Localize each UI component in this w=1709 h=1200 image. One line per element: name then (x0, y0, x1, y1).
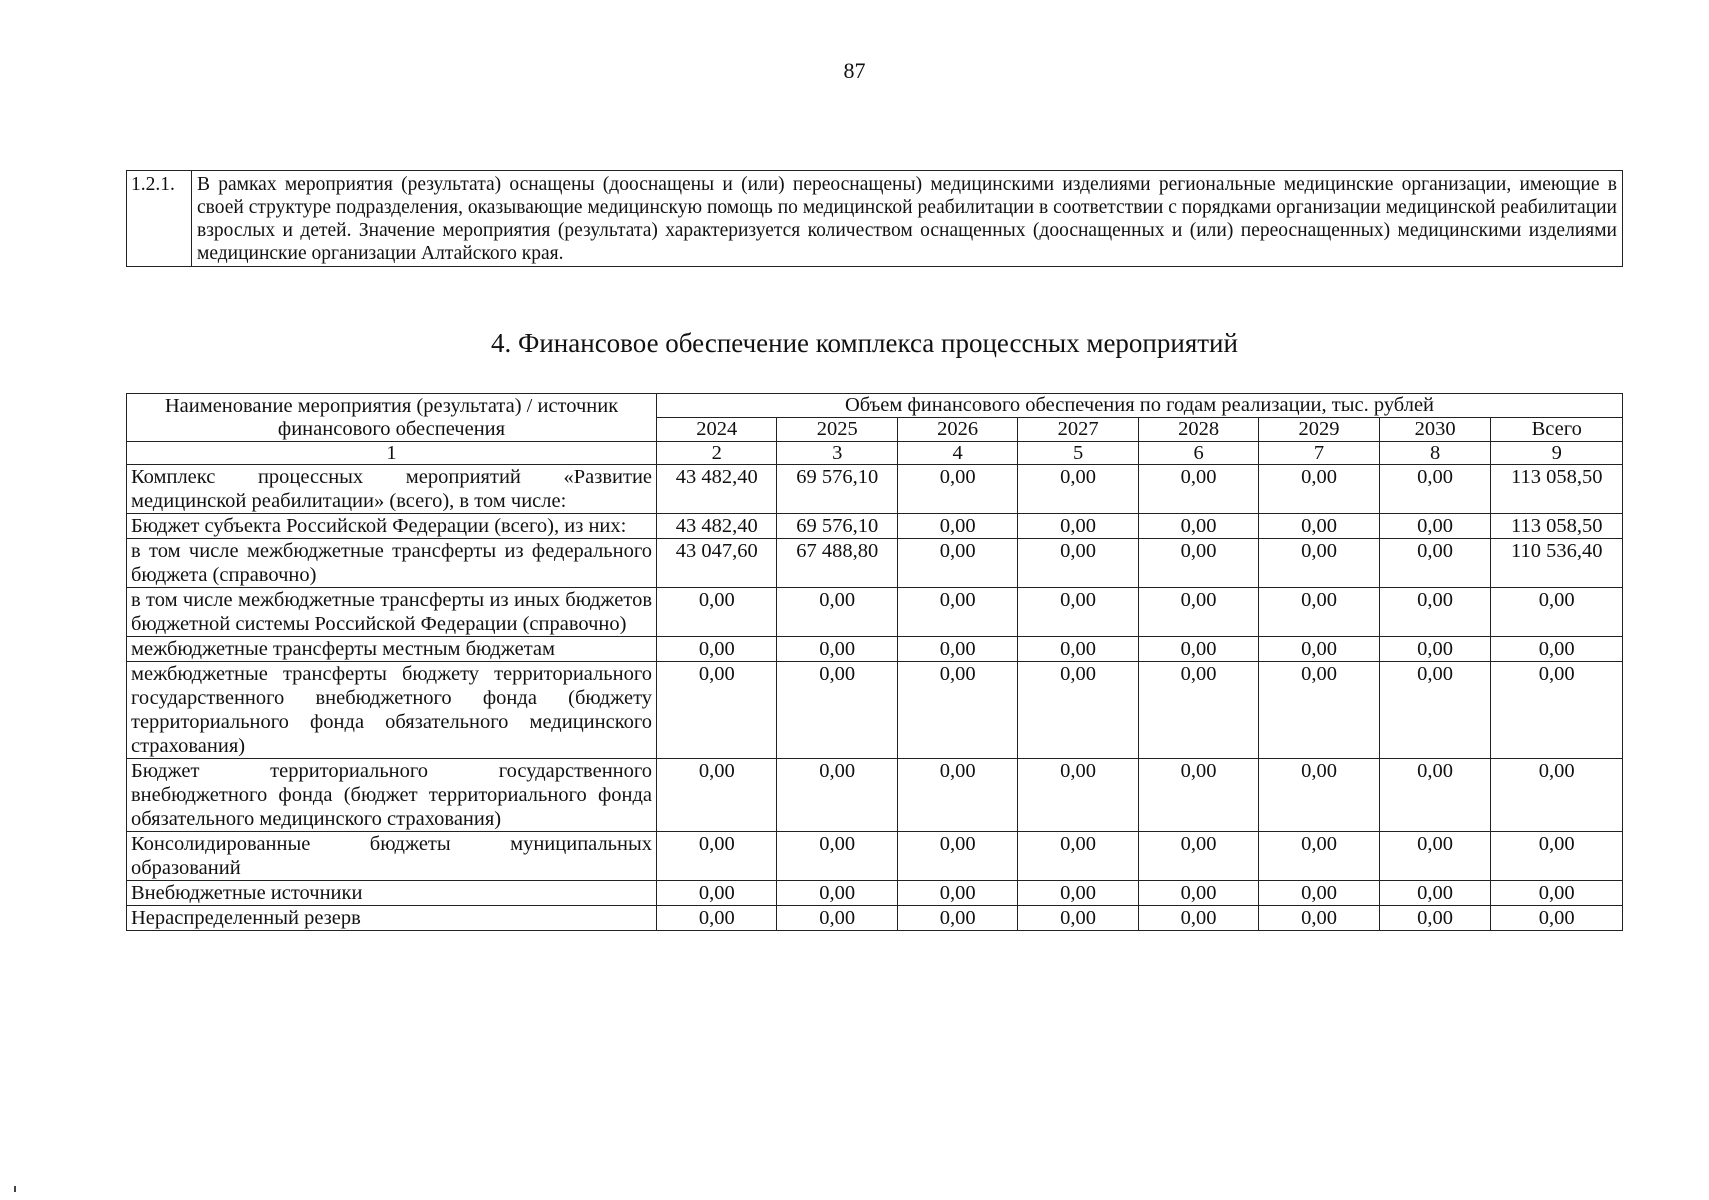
column-number: 1 (127, 442, 657, 465)
year-header: 2030 (1379, 418, 1491, 442)
row-name: межбюджетные трансферты местным бюджетам (127, 637, 657, 662)
row-value: 0,00 (1138, 539, 1258, 588)
table-row (127, 539, 1623, 588)
column-number: 7 (1259, 442, 1379, 465)
section-title: 4. Финансовое обеспечение комплекса процессных мероприятий (491, 328, 1238, 358)
row-value: 0,00 (657, 906, 777, 931)
row-value: 0,00 (1379, 539, 1491, 588)
row-value: 0,00 (777, 759, 897, 832)
row-value: 0,00 (1018, 637, 1138, 662)
row-value: 0,00 (1138, 662, 1258, 759)
row-value: 0,00 (1018, 662, 1138, 759)
row-value: 110 536,40 (1491, 539, 1623, 588)
row-value: 0,00 (1018, 881, 1138, 906)
row-value: 0,00 (897, 832, 1017, 881)
row-value: 43 482,40 (657, 514, 777, 539)
year-header: 2026 (897, 418, 1017, 442)
row-value: 0,00 (1491, 832, 1623, 881)
result-number: 1.2.1. (127, 171, 192, 267)
header-volume: Объем финансового обеспечения по годам реализации, тыс. рублей (657, 394, 1623, 418)
row-value: 69 576,10 (777, 514, 897, 539)
row-value: 0,00 (1491, 588, 1623, 637)
financing-table (126, 393, 1623, 931)
row-value: 0,00 (1259, 906, 1379, 931)
row-value: 0,00 (657, 832, 777, 881)
row-value: 0,00 (1018, 539, 1138, 588)
table-row (127, 759, 1623, 832)
row-value: 113 058,50 (1491, 514, 1623, 539)
column-numbers-row (127, 442, 1623, 465)
table-row (127, 465, 1623, 514)
margin-mark (14, 1186, 16, 1192)
row-value: 0,00 (1379, 465, 1491, 514)
header-name: Наименование мероприятия (результата) / источник финансового обеспечения (127, 394, 657, 442)
column-number: 5 (1018, 442, 1138, 465)
row-value: 0,00 (1379, 588, 1491, 637)
row-value: 0,00 (1379, 881, 1491, 906)
row-value: 0,00 (897, 465, 1017, 514)
row-value: 0,00 (1259, 514, 1379, 539)
row-name: Внебюджетные источники (127, 881, 657, 906)
result-description-table (126, 170, 1623, 267)
row-value: 0,00 (897, 759, 1017, 832)
row-value: 0,00 (1491, 881, 1623, 906)
row-value: 0,00 (777, 662, 897, 759)
row-value: 0,00 (657, 637, 777, 662)
row-value: 0,00 (777, 906, 897, 931)
row-name: Консолидированные бюджеты муниципальных образований (127, 832, 657, 881)
row-value: 0,00 (657, 881, 777, 906)
page-number: 87 (843, 58, 866, 83)
row-value: 0,00 (1018, 465, 1138, 514)
row-value: 0,00 (1259, 759, 1379, 832)
row-name: Бюджет территориального государственного внебюджетного фонда (бюджет территориального фонда обязательного медицинского страхования) (127, 759, 657, 832)
row-value: 0,00 (1259, 832, 1379, 881)
result-text: В рамках мероприятия (результата) оснащены (дооснащены и (или) переоснащены) медицинскими изделиями региональные медицинские организации, имеющие в своей структуре подразделения, оказывающие медицинскую помощь по медицинской реабилитации в соответствии с порядками организации медицинской реабилитации взрослых и детей. Значение мероприятия (результата) характеризуется количеством оснащенных (дооснащенных и (или) переоснащенных) медицинскими изделиями медицинские организации Алтайского края. (192, 171, 1623, 267)
year-header: 2025 (777, 418, 897, 442)
row-value: 0,00 (1379, 637, 1491, 662)
row-value: 0,00 (1259, 539, 1379, 588)
row-value: 43 482,40 (657, 465, 777, 514)
row-value: 0,00 (1491, 906, 1623, 931)
row-value: 0,00 (1138, 588, 1258, 637)
row-name: в том числе межбюджетные трансферты из иных бюджетов бюджетной системы Российской Федерации (справочно) (127, 588, 657, 637)
row-value: 0,00 (777, 637, 897, 662)
column-number: 3 (777, 442, 897, 465)
row-value: 0,00 (1491, 637, 1623, 662)
row-value: 113 058,50 (1491, 465, 1623, 514)
row-value: 0,00 (1259, 588, 1379, 637)
row-value: 0,00 (1379, 759, 1491, 832)
year-header: 2028 (1138, 418, 1258, 442)
year-header: 2029 (1259, 418, 1379, 442)
financing-table-body (127, 465, 1623, 931)
row-value: 0,00 (1259, 881, 1379, 906)
row-value: 0,00 (897, 881, 1017, 906)
row-value: 0,00 (1379, 662, 1491, 759)
table-row (127, 637, 1623, 662)
row-value: 0,00 (657, 662, 777, 759)
row-value: 0,00 (1259, 662, 1379, 759)
header-row (127, 394, 1623, 418)
row-value: 0,00 (1379, 906, 1491, 931)
row-value: 0,00 (1491, 662, 1623, 759)
row-value: 0,00 (777, 832, 897, 881)
row-value: 0,00 (897, 662, 1017, 759)
row-value: 0,00 (1018, 588, 1138, 637)
row-value: 0,00 (1259, 465, 1379, 514)
row-value: 0,00 (1018, 759, 1138, 832)
row-value: 0,00 (1259, 637, 1379, 662)
table-row (127, 662, 1623, 759)
column-number: 2 (657, 442, 777, 465)
row-value: 0,00 (897, 514, 1017, 539)
column-number: 9 (1491, 442, 1623, 465)
row-value: 0,00 (1138, 759, 1258, 832)
row-value: 0,00 (1138, 881, 1258, 906)
table-row (127, 881, 1623, 906)
row-name: Комплекс процессных мероприятий «Развитие медицинской реабилитации» (всего), в том числе: (127, 465, 657, 514)
row-value: 0,00 (1138, 906, 1258, 931)
row-name: Бюджет субъекта Российской Федерации (всего), из них: (127, 514, 657, 539)
row-value: 0,00 (777, 588, 897, 637)
row-value: 0,00 (657, 759, 777, 832)
year-header: 2027 (1018, 418, 1138, 442)
column-number: 8 (1379, 442, 1491, 465)
row-value: 0,00 (1379, 832, 1491, 881)
row-value: 0,00 (897, 588, 1017, 637)
row-value: 0,00 (657, 588, 777, 637)
table-row (127, 514, 1623, 539)
row-name: Нераспределенный резерв (127, 906, 657, 931)
table-row (127, 906, 1623, 931)
row-value: 69 576,10 (777, 465, 897, 514)
row-value: 0,00 (1491, 759, 1623, 832)
row-value: 0,00 (1379, 514, 1491, 539)
row-value: 0,00 (897, 637, 1017, 662)
row-value: 43 047,60 (657, 539, 777, 588)
table-row (127, 832, 1623, 881)
row-value: 67 488,80 (777, 539, 897, 588)
column-number: 6 (1138, 442, 1258, 465)
row-value: 0,00 (897, 539, 1017, 588)
row-value: 0,00 (1138, 465, 1258, 514)
row-value: 0,00 (777, 881, 897, 906)
year-header: Всего (1491, 418, 1623, 442)
row-value: 0,00 (1138, 832, 1258, 881)
row-value: 0,00 (897, 906, 1017, 931)
table-row (127, 588, 1623, 637)
row-value: 0,00 (1138, 637, 1258, 662)
year-header: 2024 (657, 418, 777, 442)
row-name: межбюджетные трансферты бюджету территориального государственного внебюджетного фонда (бюджету территориального фонда обязательного медицинского страхования) (127, 662, 657, 759)
result-row (127, 171, 1623, 267)
row-name: в том числе межбюджетные трансферты из федерального бюджета (справочно) (127, 539, 657, 588)
column-number: 4 (897, 442, 1017, 465)
row-value: 0,00 (1018, 514, 1138, 539)
row-value: 0,00 (1138, 514, 1258, 539)
row-value: 0,00 (1018, 832, 1138, 881)
row-value: 0,00 (1018, 906, 1138, 931)
